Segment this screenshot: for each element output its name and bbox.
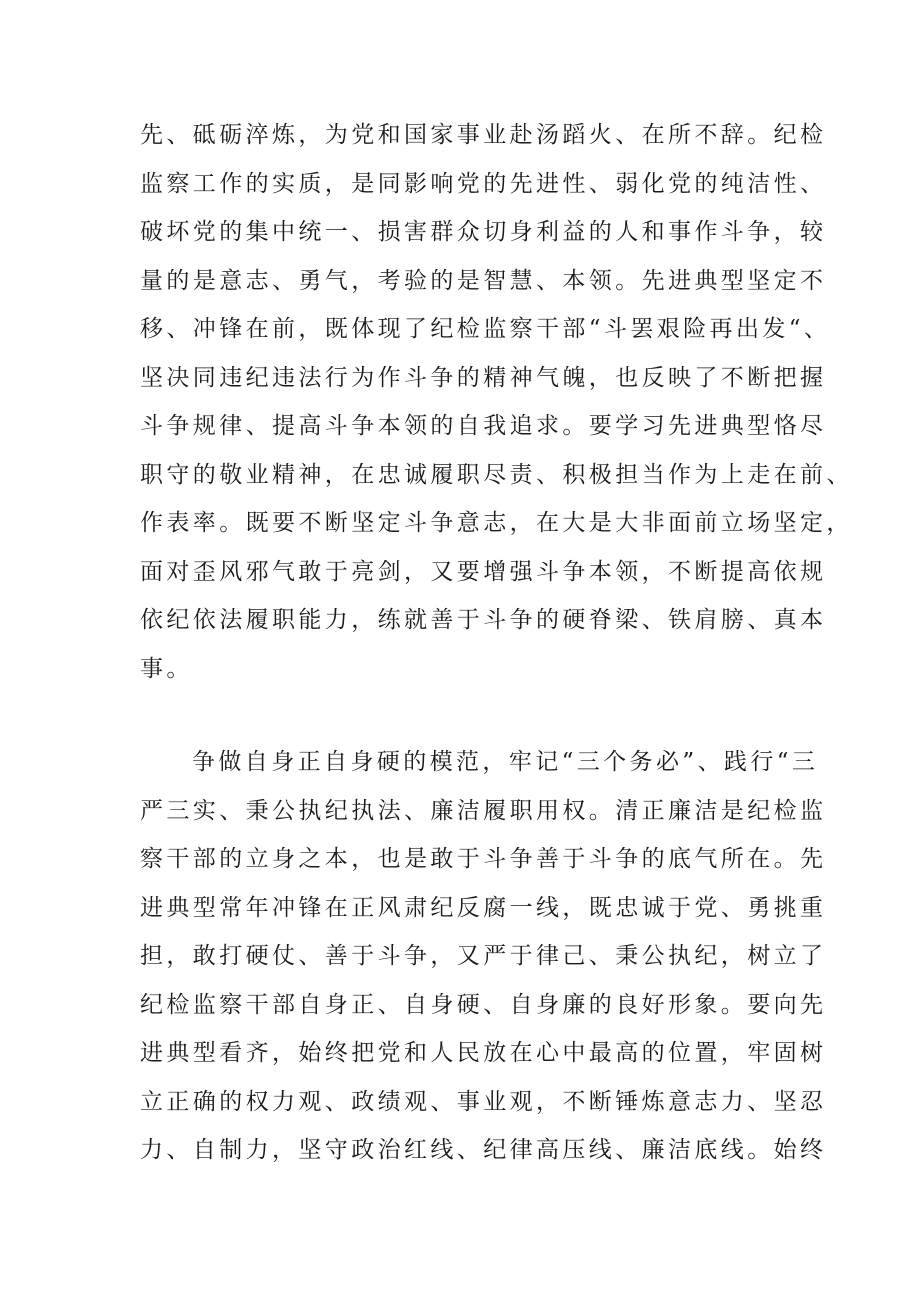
text-line: 先、砥砺淬炼，为党和国家事业赴汤蹈火、在所不辞。纪检 [140, 122, 827, 148]
text-line: 进典型常年冲锋在正风肃纪反腐一线，既忠诚于党、勇挑重 [140, 894, 827, 921]
text-line: 作表率。既要不断坚定斗争意志，在大是大非面前立场坚定， [140, 510, 853, 536]
text-line: 斗争规律、提高斗争本领的自我追求。要学习先进典型恪尽 [140, 413, 827, 439]
text-line: 担，敢打硬仗、善于斗争，又严于律己、秉公执纪，树立了 [140, 943, 827, 969]
text-line: 事。 [140, 655, 193, 682]
text-line: 坚决同违纪违法行为作斗争的精神气魄，也反映了不断把握 [140, 364, 827, 391]
text-line: 立正确的权力观、政绩观、事业观，不断锤炼意志力、坚忍 [140, 1088, 827, 1115]
text-line: 严三实、秉公执纪执法、廉洁履职用权。清正廉洁是纪检监 [140, 797, 827, 824]
text-line: 纪检监察干部自身正、自身硬、自身廉的良好形象。要向先 [140, 991, 827, 1018]
text-line: 依纪依法履职能力，练就善于斗争的硬脊梁、铁肩膀、真本 [140, 607, 827, 633]
text-line: 力、自制力，坚守政治红线、纪律高压线、廉洁底线。始终 [140, 1137, 827, 1163]
text-line: 监察工作的实质，是同影响党的先进性、弱化党的纯洁性、 [140, 170, 827, 197]
text-line: 争做自身正自身硬的模范，牢记“三个务必”、践行“三 [192, 749, 819, 775]
text-line: 面对歪风邪气敢于亮剑，又要增强斗争本领，不断提高依规 [140, 558, 827, 585]
paragraph-2 [140, 738, 827, 1175]
text-line: 进典型看齐，始终把党和人民放在心中最高的位置，牢固树 [140, 1040, 827, 1066]
text-line: 察干部的立身之本，也是敢于斗争善于斗争的底气所在。先 [140, 846, 827, 872]
text-line: 破坏党的集中统一、损害群众切身利益的人和事作斗争，较 [140, 219, 827, 245]
text-line: 移、冲锋在前，既体现了纪检监察干部“斗罢艰险再出发“、 [140, 316, 831, 342]
text-line: 职守的敬业精神，在忠诚履职尽责、积极担当作为上走在前、 [140, 461, 853, 488]
paragraph-1 [140, 111, 853, 693]
text-line: 量的是意志、勇气，考验的是智慧、本领。先进典型坚定不 [140, 267, 827, 294]
